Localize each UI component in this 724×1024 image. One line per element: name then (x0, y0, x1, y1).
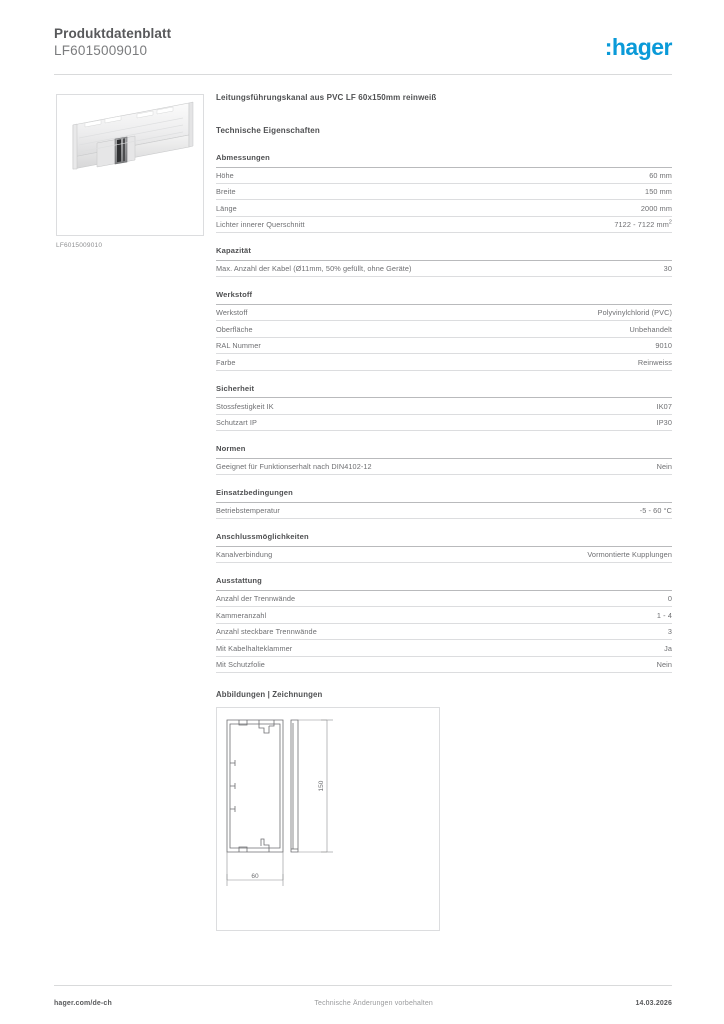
footer-divider (54, 985, 672, 986)
section-title: Abmessungen (216, 153, 672, 168)
section-title: Anschlussmöglichkeiten (216, 532, 672, 547)
table-row (216, 459, 672, 475)
table-row (216, 415, 672, 431)
drawings-heading: Abbildungen | Zeichnungen (216, 690, 323, 700)
row-label: Stossfestigkeit IK (216, 401, 274, 411)
row-value: Unbehandelt (629, 324, 672, 334)
row-label: Max. Anzahl der Kabel (Ø11mm, 50% gefüllt, ohne Geräte) (216, 264, 412, 274)
table-row (216, 338, 672, 354)
page-title: Produktdatenblatt (54, 26, 172, 41)
footer-site-link[interactable]: hager.com/de-ch (54, 999, 112, 1007)
table-row (216, 321, 672, 337)
main-content (216, 92, 672, 931)
row-value: Vormontierte Kupplungen (587, 550, 672, 560)
row-label: Werkstoff (216, 308, 248, 318)
section-sicherheit (216, 384, 672, 431)
row-label: Breite (216, 187, 236, 197)
product-image-caption: LF6015009010 (56, 242, 103, 249)
technical-properties-heading: Technische Eigenschaften (216, 126, 320, 135)
table-row (216, 547, 672, 563)
section-abmessungen (216, 153, 672, 233)
row-value: -5 - 60 °C (639, 506, 672, 516)
dimension-horizontal-label: 60 (251, 873, 259, 881)
row-label: RAL Nummer (216, 341, 261, 351)
page-footer (54, 996, 672, 1010)
table-row (216, 503, 672, 519)
section-title: Einsatzbedingungen (216, 488, 672, 503)
section-kapazitaet (216, 246, 672, 277)
section-anschlussmoeglichkeiten (216, 532, 672, 563)
dimension-vertical-label: 150 (318, 780, 325, 792)
row-label: Farbe (216, 357, 236, 367)
row-value: 9010 (655, 341, 672, 351)
row-label: Kanalverbindung (216, 550, 273, 560)
row-value: 1 - 4 (656, 610, 672, 620)
table-row (216, 398, 672, 414)
row-value: Ja (664, 643, 672, 653)
table-row (216, 217, 672, 233)
table-row (216, 591, 672, 607)
hager-logo: :hager (604, 34, 672, 60)
row-label: Geeignet für Funktionserhalt nach DIN4102-12 (216, 462, 372, 472)
row-value: Reinweiss (637, 357, 672, 367)
row-label: Anzahl steckbare Trennwände (216, 627, 317, 637)
row-label: Anzahl der Trennwände (216, 594, 296, 604)
row-label: Lichter innerer Querschnitt (216, 220, 305, 230)
section-title: Werkstoff (216, 290, 672, 305)
row-value: 0 (667, 594, 672, 604)
section-title: Ausstattung (216, 576, 672, 591)
row-value: 30 (663, 264, 672, 274)
table-row (216, 184, 672, 200)
row-value: 150 mm (645, 187, 672, 197)
table-row (216, 624, 672, 640)
row-label: Kammeranzahl (216, 610, 267, 620)
row-value: Nein (656, 660, 672, 670)
product-reference: LF6015009010 (54, 43, 148, 58)
row-value: IK07 (656, 401, 672, 411)
row-label: Oberfläche (216, 324, 253, 334)
table-row (216, 305, 672, 321)
row-label: Betriebstemperatur (216, 506, 280, 516)
table-row (216, 200, 672, 216)
row-value: Nein (656, 462, 672, 472)
row-value: Polyvinylchlorid (PVC) (597, 308, 672, 318)
table-row (216, 640, 672, 656)
product-name: Leitungsführungskanal aus PVC LF 60x150mm reinweiß (216, 93, 437, 102)
row-value: 7122 - 7122 $mm^2$ (614, 219, 672, 230)
cross-section-drawing (217, 708, 439, 930)
row-value: 3 (667, 627, 672, 637)
table-row (216, 657, 672, 673)
row-label: Mit Kabelhalteklammer (216, 643, 293, 653)
table-row (216, 354, 672, 370)
row-label: Höhe (216, 170, 234, 180)
table-row (216, 261, 672, 277)
section-title: Sicherheit (216, 384, 672, 399)
table-row (216, 168, 672, 184)
product-image-frame (56, 94, 204, 236)
row-label: Mit Schutzfolie (216, 660, 265, 670)
row-label: Schutzart IP (216, 418, 257, 428)
section-einsatzbedingungen (216, 488, 672, 519)
section-werkstoff (216, 290, 672, 370)
section-ausstattung (216, 576, 672, 673)
row-label: Länge (216, 203, 237, 213)
section-title: Kapazität (216, 246, 672, 261)
unit-superscript: 2 (668, 219, 672, 226)
product-photo (57, 95, 203, 235)
footer-disclaimer: Technische Änderungen vorbehalten (314, 999, 433, 1007)
section-normen (216, 444, 672, 475)
header-divider (54, 74, 672, 75)
footer-date: 14.03.2026 (635, 999, 672, 1007)
technical-drawing-frame (216, 707, 440, 931)
row-value: IP30 (656, 418, 672, 428)
row-value: 2000 mm (640, 203, 672, 213)
row-value: 60 mm (649, 170, 672, 180)
page-header (54, 26, 672, 70)
section-title: Normen (216, 444, 672, 459)
table-row (216, 607, 672, 623)
